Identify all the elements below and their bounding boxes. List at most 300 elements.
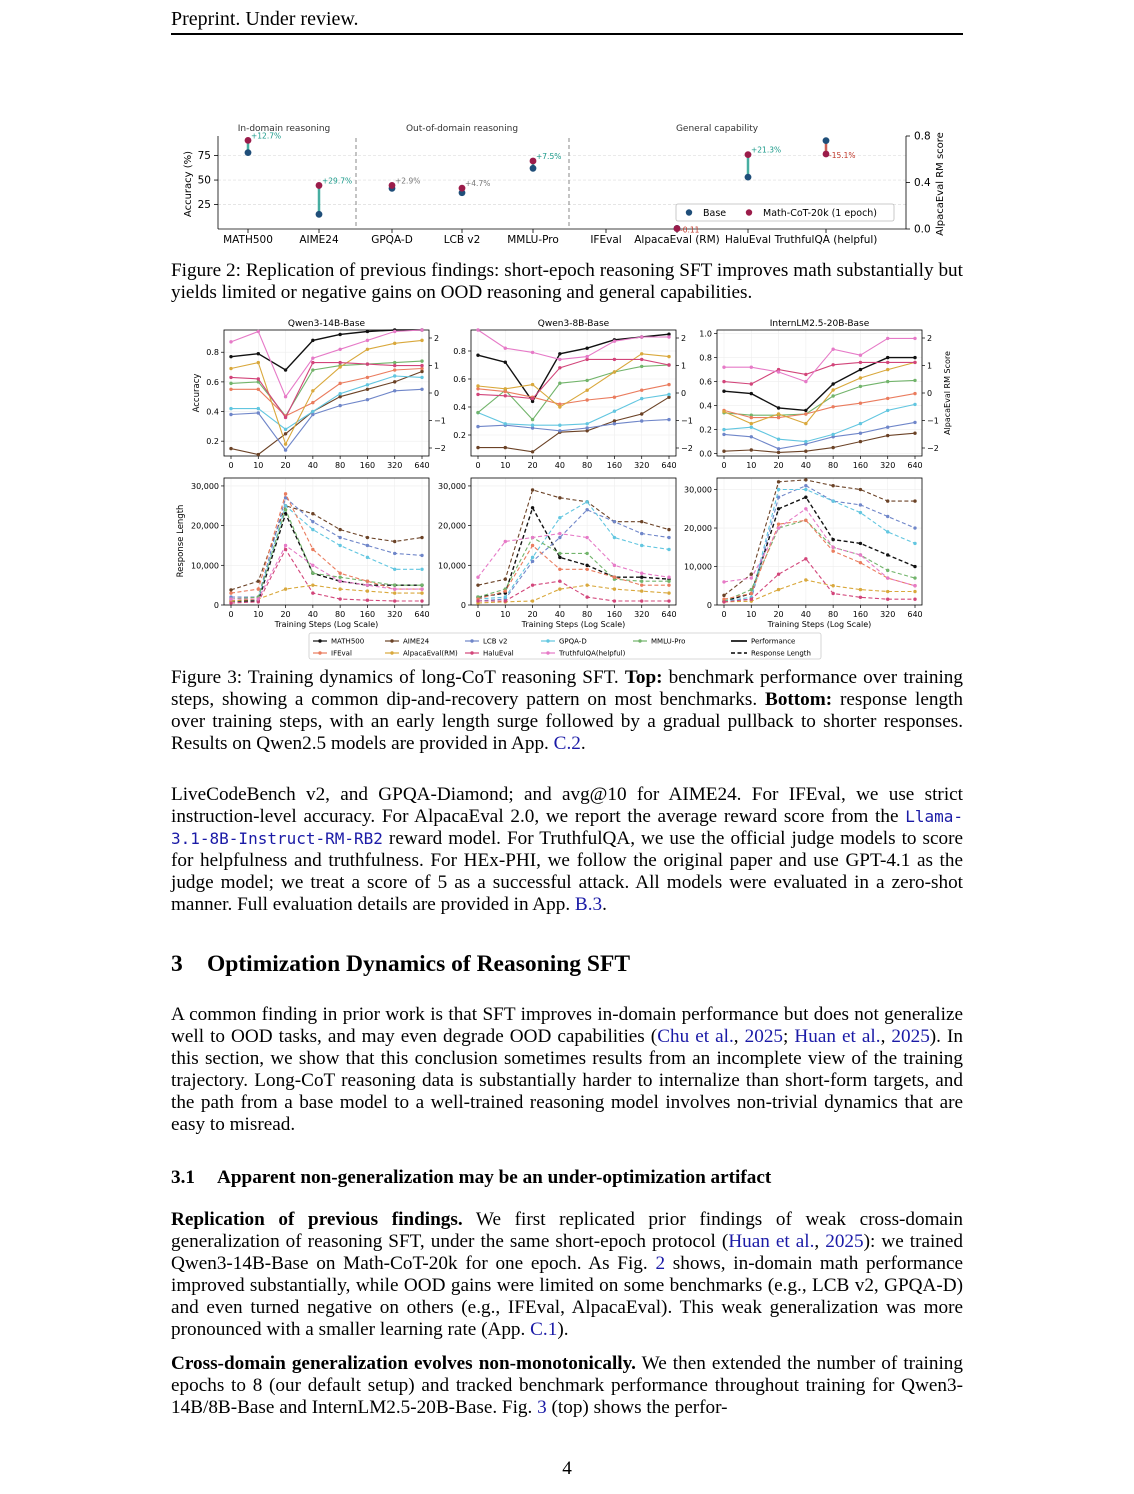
fig3-series-point	[585, 583, 588, 586]
fig3-series-point	[777, 488, 780, 491]
fig3-series-point	[420, 339, 423, 342]
p4-text-2: (top) shows the perfor-	[546, 1397, 728, 1418]
fig2-ytick-label: 75	[197, 150, 211, 163]
fig3-y2tick-label: 2	[927, 334, 933, 343]
fig3-legend-marker	[470, 639, 473, 642]
appendix-c2-link[interactable]: C.2	[553, 733, 581, 754]
fig3-xtick-label: 160	[852, 461, 869, 470]
fig2-delta-label: -0.11	[680, 225, 700, 235]
fig3-y2tick-label: 0	[434, 389, 440, 398]
fig3-legend-label: MMLU-Pro	[651, 637, 686, 646]
fig2-group-label-general: General capability	[675, 124, 759, 134]
fig3-series-point	[393, 368, 396, 371]
fig3-xtick-label: 20	[773, 610, 784, 619]
subsection-3-1-heading	[171, 1167, 771, 1189]
fig3-series-point	[722, 410, 725, 413]
p2-text-1: A common finding in prior work is that SFT improves in-domain performance but does not generalize well to OOD tasks, and may even degrade OOD capabilities (	[171, 1004, 963, 1047]
fig3-series-point	[558, 496, 561, 499]
fig3-series-point	[831, 546, 834, 549]
fig3-series-point	[777, 588, 780, 591]
fig3-series-point	[831, 592, 834, 595]
fig3-series-point	[393, 342, 396, 345]
fig3-series-point	[311, 528, 314, 531]
fig3-series-point	[777, 406, 780, 409]
fig2-delta-label: +7.5%	[536, 151, 562, 161]
fig3-series-point	[393, 568, 396, 571]
p2-sep-2: ,	[880, 1026, 892, 1047]
fig3-series-point	[613, 536, 616, 539]
fig3-series-point	[531, 556, 534, 559]
fig3-series-point	[338, 348, 341, 351]
fig3-series-point	[831, 388, 834, 391]
fig3-xtick-label: 640	[907, 461, 923, 470]
fig3-series-point	[229, 447, 232, 450]
fig3-series-point	[640, 572, 643, 575]
fig3-xtick-label: 320	[880, 461, 896, 470]
fig3-series-point	[859, 561, 862, 564]
figure-2-caption: Figure 2: Replication of previous findings: short-epoch reasoning SFT improves math substantially but yields limited or negative gains on OOD reasoning and general capabilities.	[171, 260, 963, 303]
fig3-series-point	[667, 528, 670, 531]
fig3-series-point	[667, 548, 670, 551]
p4-bold-lead: Cross-domain generalization evolves non-monotonically.	[171, 1353, 636, 1374]
appendix-c1-link[interactable]: C.1	[530, 1319, 558, 1340]
fig3-series-point	[393, 552, 396, 555]
fig3-legend-marker	[390, 639, 393, 642]
fig3-series-point	[640, 419, 643, 422]
fig3-series-point	[804, 373, 807, 376]
fig3-series-point	[886, 434, 889, 437]
fig3-series-point	[366, 583, 369, 586]
running-header: Preprint. Under review.	[171, 8, 359, 30]
fig3-caption-bottom: response length over training steps, with an early length surge followed by a gradual pullback to shorter responses. Results on Qwen2.5 models are provided in App.	[171, 689, 963, 754]
fig3-series-point	[311, 564, 314, 567]
fig3-bottom-panel-0	[191, 478, 430, 629]
fig3-series-point	[311, 413, 314, 416]
fig3-series-point	[722, 580, 725, 583]
fig3-series-point	[257, 597, 260, 600]
fig3-xtick-label: 0	[228, 610, 234, 619]
fig3-series-point	[613, 564, 616, 567]
fig3-series-point	[393, 361, 396, 364]
fig3-series-point	[831, 394, 834, 397]
fig2-xtick-label: MMLU-Pro	[507, 234, 559, 246]
fig3-ytick-label: 0	[460, 601, 466, 610]
fig3-series-point	[284, 448, 287, 451]
fig3-series-point	[558, 568, 561, 571]
fig3-model-title: Qwen3-8B-Base	[537, 319, 610, 329]
fig3-series-point	[750, 422, 753, 425]
fig2-point-base	[530, 165, 537, 172]
fig3-series-point	[393, 587, 396, 590]
fig3-series-point	[420, 591, 423, 594]
fig3-series-point	[750, 435, 753, 438]
fig3-ytick-label: 10,000	[438, 561, 466, 571]
fig3-series-point	[777, 438, 780, 441]
fig3-xtick-label: 10	[253, 610, 264, 619]
fig3-ytick-label: 20,000	[684, 524, 712, 534]
fig3-series-point	[750, 426, 753, 429]
fig3-series-point	[859, 588, 862, 591]
fig3-series-point	[420, 328, 423, 331]
fig3-series-point	[667, 579, 670, 582]
fig3-series-point	[338, 404, 341, 407]
fig3-series-point	[804, 440, 807, 443]
fig3-ytick-label: 10,000	[191, 561, 219, 571]
fig3-bottom-panel-2	[684, 478, 923, 629]
fig3-series-point	[859, 440, 862, 443]
fig3-series-point	[531, 397, 534, 400]
fig3-series-point	[229, 597, 232, 600]
fig3-legend	[309, 633, 821, 659]
fig3-series-point	[640, 583, 643, 586]
fig3-caption-top: benchmark performance over training steps, showing a common dip-and-recovery pattern on most benchmarks.	[171, 667, 963, 710]
fig3-series-point	[257, 407, 260, 410]
subsection-number: 3.1	[171, 1167, 195, 1188]
fig3-series-point	[558, 587, 561, 590]
fig3-series-point	[229, 407, 232, 410]
fig3-series-point	[476, 425, 479, 428]
fig3-series-point	[750, 392, 753, 395]
fig3-series-point	[750, 592, 753, 595]
fig3-legend-marker	[546, 651, 549, 654]
fig3-series-point	[338, 536, 341, 539]
fig3-series-point	[913, 542, 916, 545]
fig3-xtick-label: 0	[228, 461, 234, 470]
rm-model-link[interactable]: Llama-3.1-8B-Instruct-RM-RB2	[171, 807, 963, 848]
fig3-series-point	[585, 552, 588, 555]
fig3-series-point	[640, 576, 643, 579]
fig3-series-point	[667, 536, 670, 539]
fig3-series-point	[750, 448, 753, 451]
fig3-series-point	[750, 576, 753, 579]
fig3-series-point	[558, 352, 561, 355]
fig3-series-point	[531, 599, 534, 602]
fig3-xtick-label: 320	[387, 610, 403, 619]
fig3-xtick-label: 80	[582, 461, 593, 470]
fig3-series-point	[531, 583, 534, 586]
fig2-legend-base: Base	[703, 208, 727, 219]
fig3-legend-marker	[318, 639, 321, 642]
fig3-series-point	[777, 480, 780, 483]
fig3-xtick-label: 320	[387, 461, 403, 470]
fig3-series-point	[366, 376, 369, 379]
fig3-series-point	[476, 583, 479, 586]
page-number: 4	[562, 1458, 572, 1479]
fig3-ytick-label: 0.2	[699, 425, 712, 435]
fig3-series-point	[366, 599, 369, 602]
fig3-series-point	[229, 591, 232, 594]
fig3-series-point	[311, 520, 314, 523]
fig3-series-point	[393, 583, 396, 586]
fig2-y2tick-label: 0.4	[914, 177, 931, 189]
fig3-legend-label: AlpacaEval(RM)	[403, 649, 458, 658]
figure-3-chart	[171, 314, 963, 661]
fig3-series-line-truthfulqa-helpful-	[478, 534, 669, 578]
fig3-series-point	[886, 397, 889, 400]
fig3-series-point	[393, 389, 396, 392]
fig3-model-title: InternLM2.5-20B-Base	[769, 319, 870, 329]
fig3-panels	[191, 319, 939, 629]
fig3-series-point	[338, 333, 341, 336]
eval-details-paragraph	[171, 784, 963, 916]
section-3-heading	[171, 951, 630, 978]
fig3-series-point	[504, 578, 507, 581]
fig3-series-point	[777, 507, 780, 510]
fig3-series-point	[420, 568, 423, 571]
fig3-xtick-label: 0	[475, 610, 481, 619]
fig3-xtick-label: 40	[800, 610, 811, 619]
p3-sep: ,	[814, 1231, 826, 1252]
fig3-series-point	[366, 388, 369, 391]
subsection-title: Apparent non-generalization may be an under-optimization artifact	[217, 1167, 772, 1188]
fig3-series-point	[777, 412, 780, 415]
fig3-series-point	[777, 522, 780, 525]
fig3-series-point	[338, 597, 341, 600]
fig3-series-point	[476, 411, 479, 414]
p1-text-1: LiveCodeBench v2, and GPQA-Diamond; and avg@10 for AIME24. For IFEval, we use strict instruction-level accuracy. For AlpacaEval 2.0, we report the average reward score from the	[171, 784, 963, 827]
fig3-series-point	[667, 355, 670, 358]
fig3-panel-frame	[471, 478, 676, 605]
fig3-series-line-gpqa-d	[724, 490, 915, 602]
fig3-y2tick-label: 0	[681, 389, 687, 398]
fig3-series-point	[722, 390, 725, 393]
fig3-series-point	[420, 367, 423, 370]
fig3-series-point	[366, 579, 369, 582]
fig3-series-point	[311, 410, 314, 413]
fig3-series-point	[722, 433, 725, 436]
fig3-xlabel: Training Steps (Log Scale)	[521, 620, 626, 629]
fig3-series-point	[886, 380, 889, 383]
fig3-series-point	[366, 330, 369, 333]
fig3-series-point	[886, 530, 889, 533]
fig3-series-point	[504, 394, 507, 397]
fig3-series-point	[366, 398, 369, 401]
fig3-series-point	[804, 409, 807, 412]
fig3-series-point	[585, 355, 588, 358]
fig3-legend-label: IFEval	[331, 649, 352, 658]
fig3-series-line-lcb-v2	[724, 486, 915, 602]
fig3-xtick-label: 160	[606, 610, 623, 619]
fig3-series-point	[284, 432, 287, 435]
fig3-series-point	[531, 418, 534, 421]
chu-year-link[interactable]: 2025	[744, 1026, 784, 1047]
fig3-series-point	[366, 383, 369, 386]
fig3-series-point	[667, 591, 670, 594]
fig3-series-point	[804, 478, 807, 481]
fig3-top-panel-0	[206, 319, 446, 470]
fig3-series-point	[777, 573, 780, 576]
fig3-series-point	[229, 355, 232, 358]
fig2-point-base	[823, 137, 830, 144]
fig2-delta-label: +12.7%	[251, 131, 282, 141]
fig3-xtick-label: 20	[527, 610, 538, 619]
fig3-legend-marker	[470, 651, 473, 654]
fig3-xtick-label: 10	[253, 461, 264, 470]
fig3-y2tick-label: 2	[681, 334, 687, 343]
fig3-series-point	[831, 446, 834, 449]
fig2-point-base	[245, 149, 252, 156]
fig3-series-point	[504, 595, 507, 598]
fig3-series-point	[640, 358, 643, 361]
fig3-series-point	[393, 330, 396, 333]
fig3-series-point	[859, 503, 862, 506]
fig3-series-point	[722, 600, 725, 603]
p3-text-1: We first replicated prior findings of weak cross-domain generalization of reasoning SFT, under the same short-epoch protocol (	[171, 1209, 963, 1252]
fig3-model-title: Qwen3-14B-Base	[287, 319, 366, 329]
figure-3-link[interactable]: 3	[537, 1397, 547, 1418]
fig3-series-point	[257, 361, 260, 364]
fig3-series-point	[667, 383, 670, 386]
fig3-series-point	[831, 584, 834, 587]
fig3-series-point	[284, 442, 287, 445]
fig3-series-point	[886, 409, 889, 412]
fig3-xtick-label: 10	[500, 610, 511, 619]
figure-2-link[interactable]: 2	[655, 1253, 666, 1274]
fig3-caption-lead: Figure 3: Training dynamics of long-CoT reasoning SFT.	[171, 667, 625, 688]
p3-text-3: shows, in-domain math performance improved substantially, while OOD gains were limited on some benchmarks (e.g., LCB v2, GPQA-D) and even turned negative on others (e.g., IFEval, AlpacaEval). This weak generalization was more pronounced with a smaller learning rate (App.	[171, 1253, 963, 1340]
fig3-ylabel-top: Accuracy	[192, 373, 202, 413]
fig3-series-point	[393, 599, 396, 602]
fig3-series-point	[750, 588, 753, 591]
fig3-xtick-label: 40	[554, 461, 565, 470]
fig3-series-point	[886, 337, 889, 340]
fig3-series-point	[229, 340, 232, 343]
fig3-series-point	[750, 382, 753, 385]
huan-citation-link[interactable]: Huan et al.	[794, 1026, 881, 1047]
fig3-series-point	[585, 595, 588, 598]
fig3-ytick-label: 30,000	[684, 485, 712, 495]
fig3-series-point	[284, 492, 287, 495]
fig2-point-base	[745, 174, 752, 181]
fig3-series-point	[558, 382, 561, 385]
fig3-series-line-ifeval	[478, 385, 669, 405]
fig3-series-point	[420, 364, 423, 367]
fig3-series-point	[750, 598, 753, 601]
fig3-series-point	[558, 424, 561, 427]
fig3-series-point	[777, 451, 780, 454]
fig3-y2tick-label: 2	[434, 334, 440, 343]
fig3-style-legend-label: Response Length	[751, 649, 811, 658]
fig3-series-line-ifeval	[231, 494, 422, 593]
fig3-legend-marker	[318, 651, 321, 654]
fig3-legend-marker	[638, 639, 641, 642]
fig3-series-point	[338, 365, 341, 368]
fig3-series-point	[420, 536, 423, 539]
fig3-ytick-label: 0.8	[699, 353, 712, 363]
fig3-series-point	[667, 599, 670, 602]
section-title: Optimization Dynamics of Reasoning SFT	[207, 951, 631, 977]
huan-citation-link-2[interactable]: Huan et al.	[728, 1231, 815, 1252]
fig3-series-point	[640, 397, 643, 400]
fig3-series-point	[859, 354, 862, 357]
fig3-xtick-label: 0	[721, 610, 727, 619]
fig3-series-point	[640, 579, 643, 582]
section-number: 3	[171, 951, 183, 977]
fig3-xtick-label: 80	[335, 461, 346, 470]
fig3-legend-marker	[390, 651, 393, 654]
fig3-series-point	[284, 395, 287, 398]
fig2-ytick-label: 25	[197, 199, 211, 212]
fig3-series-line-lcb-v2	[231, 498, 422, 597]
fig3-series-point	[420, 376, 423, 379]
fig3-series-point	[585, 379, 588, 382]
fig3-series-point	[311, 548, 314, 551]
fig3-xtick-label: 80	[828, 461, 839, 470]
fig3-series-point	[366, 544, 369, 547]
huan-year-link-2[interactable]: 2025	[825, 1231, 864, 1252]
fig3-series-point	[476, 354, 479, 357]
fig3-series-point	[476, 599, 479, 602]
fig3-series-point	[613, 370, 616, 373]
fig3-y2tick-label: 0	[927, 389, 933, 398]
fig3-xtick-label: 640	[661, 461, 677, 470]
fig3-style-legend-label: Performance	[751, 637, 796, 646]
fig3-xtick-label: 20	[773, 461, 784, 470]
fig3-series-point	[831, 405, 834, 408]
fig3-series-point	[804, 412, 807, 415]
fig3-series-point	[531, 560, 534, 563]
fig3-xtick-label: 20	[527, 461, 538, 470]
fig3-series-point	[859, 553, 862, 556]
fig3-series-point	[393, 540, 396, 543]
fig3-legend-label: AIME24	[403, 637, 430, 646]
fig3-ytick-label: 0.4	[453, 403, 466, 412]
huan-year-link[interactable]: 2025	[891, 1026, 930, 1047]
fig2-xtick-label: TruthfulQA (helpful)	[774, 234, 878, 246]
fig3-series-point	[531, 424, 534, 427]
fig3-series-point	[585, 536, 588, 539]
fig3-series-point	[558, 516, 561, 519]
fig3-series-point	[859, 402, 862, 405]
fig3-series-point	[722, 428, 725, 431]
fig3-ytick-label: 30,000	[438, 481, 466, 491]
fig3-series-point	[476, 328, 479, 331]
fig3-series-point	[859, 368, 862, 371]
fig3-series-point	[777, 526, 780, 529]
fig3-y2tick-label: 1	[434, 361, 440, 371]
fig3-series-point	[913, 356, 916, 359]
fig3-series-point	[913, 598, 916, 601]
fig3-series-point	[859, 422, 862, 425]
fig3-series-point	[558, 556, 561, 559]
fig3-series-line-truthfulqa-helpful-	[724, 338, 915, 381]
fig3-xtick-label: 40	[800, 461, 811, 470]
fig3-series-line-math500	[231, 514, 422, 601]
fig3-series-point	[284, 508, 287, 511]
fig3-series-point	[750, 366, 753, 369]
fig3-series-point	[311, 389, 314, 392]
fig3-series-point	[613, 587, 616, 590]
fig3-series-point	[504, 422, 507, 425]
fig3-series-point	[804, 507, 807, 510]
fig3-series-point	[558, 552, 561, 555]
fig3-series-point	[420, 583, 423, 586]
fig3-xtick-label: 10	[746, 610, 757, 619]
fig3-series-point	[886, 426, 889, 429]
fig3-y2tick-label: −1	[681, 416, 693, 426]
fig3-series-point	[886, 569, 889, 572]
fig3-series-point	[504, 540, 507, 543]
appendix-b3-link[interactable]: B.3	[574, 894, 603, 915]
fig3-series-point	[804, 484, 807, 487]
chu-citation-link[interactable]: Chu et al.	[657, 1026, 734, 1047]
fig3-series-point	[284, 504, 287, 507]
fig3-series-point	[804, 519, 807, 522]
fig3-xtick-label: 0	[721, 461, 727, 470]
fig3-series-point	[886, 499, 889, 502]
fig3-series-point	[913, 499, 916, 502]
fig3-series-point	[420, 554, 423, 557]
